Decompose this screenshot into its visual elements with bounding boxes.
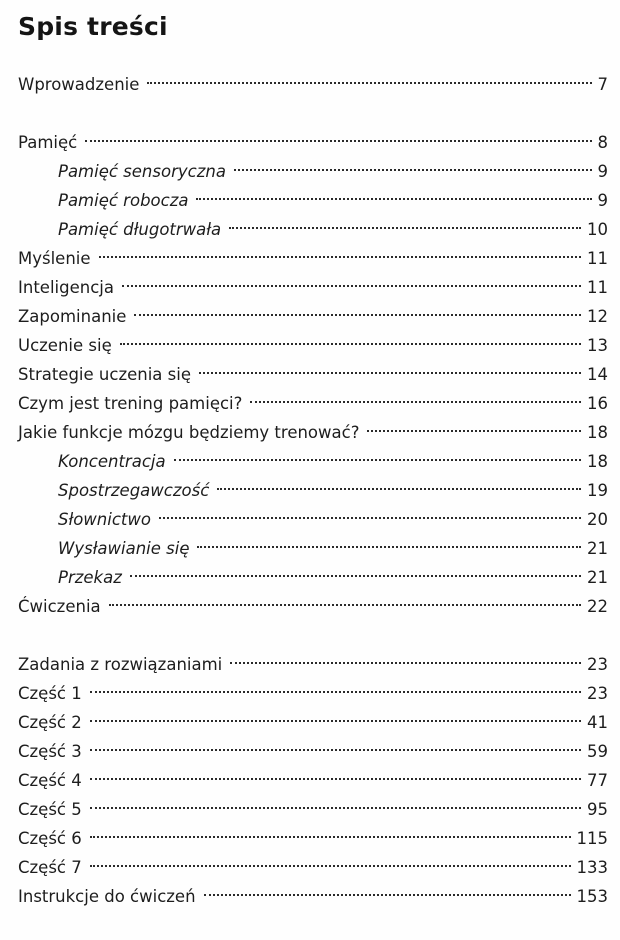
toc-entry (18, 327, 608, 355)
toc-page-number: 14 (587, 365, 608, 384)
toc-entry (18, 762, 608, 790)
toc-page-number: 9 (597, 162, 608, 181)
toc-subentry (58, 559, 608, 587)
toc-entry-label: Pamięć długotrwała (58, 220, 222, 239)
toc-page-number: 13 (587, 336, 608, 355)
toc-page-number: 22 (587, 597, 608, 616)
toc-page-number: 59 (587, 742, 608, 761)
dot-leader (197, 530, 581, 554)
dot-leader (109, 588, 581, 612)
toc-entry-label: Wprowadzenie (18, 75, 140, 94)
dot-leader (90, 762, 581, 786)
toc-entry-label: Koncentracja (58, 452, 166, 471)
dot-leader (90, 675, 581, 699)
dot-leader (120, 327, 581, 351)
toc-entry (18, 733, 608, 761)
toc-entry-label: Słownictwo (58, 510, 151, 529)
toc-entry (18, 356, 608, 384)
dot-leader (230, 646, 581, 670)
toc-entry (18, 298, 608, 326)
dot-leader (250, 385, 581, 409)
toc-entry-label: Czym jest trening pamięci? (18, 394, 243, 413)
toc-entry (18, 849, 608, 877)
toc-page-number: 77 (587, 771, 608, 790)
toc-page-number: 21 (587, 568, 608, 587)
toc-entry-label: Inteligencja (18, 278, 114, 297)
toc-subentry (58, 153, 608, 181)
toc-entry (18, 675, 608, 703)
toc-page-number: 11 (587, 249, 608, 268)
toc-subentry (58, 530, 608, 558)
toc-entry (18, 240, 608, 268)
toc-entry-label: Spostrzegawczość (58, 481, 210, 500)
toc-entry-label: Myślenie (18, 249, 91, 268)
toc-entry-label: Część 1 (18, 684, 82, 703)
toc-subentry (58, 443, 608, 471)
toc-page-number: 23 (587, 655, 608, 674)
toc-page-number: 9 (597, 191, 608, 210)
toc-entry-label: Pamięć sensoryczna (58, 162, 226, 181)
toc-entry (18, 646, 608, 674)
toc-entry-label: Zapominanie (18, 307, 127, 326)
dot-leader (196, 182, 591, 206)
toc-page-number: 10 (587, 220, 608, 239)
toc-page-number: 8 (597, 133, 608, 152)
toc-entry-label: Część 4 (18, 771, 82, 790)
toc-page-number: 11 (587, 278, 608, 297)
dot-leader (159, 501, 581, 525)
toc-page-number: 18 (587, 423, 608, 442)
dot-leader (90, 704, 581, 728)
toc-page-number: 95 (587, 800, 608, 819)
toc-entry-label: Część 7 (18, 858, 82, 877)
toc-entry-label: Zadania z rozwiązaniami (18, 655, 223, 674)
toc-entry-label: Uczenie się (18, 336, 112, 355)
toc-entry-label: Część 3 (18, 742, 82, 761)
toc-page-number: 115 (576, 829, 608, 848)
dot-leader (130, 559, 581, 583)
toc-subentry (58, 211, 608, 239)
toc-entry-label: Część 6 (18, 829, 82, 848)
toc-subentry (58, 501, 608, 529)
dot-leader (122, 269, 581, 293)
toc-entry-label: Ćwiczenia (18, 597, 101, 616)
dot-leader (234, 153, 592, 177)
toc-entry (18, 385, 608, 413)
toc-subentry (58, 182, 608, 210)
toc-entry (18, 820, 608, 848)
toc-entry-label: Jakie funkcje mózgu będziemy trenować? (18, 423, 360, 442)
toc-page-number: 16 (587, 394, 608, 413)
dot-leader (174, 443, 581, 467)
dot-leader (90, 791, 581, 815)
dot-leader (90, 820, 571, 844)
dot-leader (147, 66, 591, 90)
toc-entry-label: Pamięć robocza (58, 191, 189, 210)
dot-leader (90, 733, 581, 757)
toc-entry-label: Strategie uczenia się (18, 365, 191, 384)
toc-page-number: 18 (587, 452, 608, 471)
toc-entry (18, 414, 608, 442)
toc-entry-label: Pamięć (18, 133, 78, 152)
toc-page-number: 41 (587, 713, 608, 732)
toc-entry (18, 588, 608, 616)
toc-entry-label: Wysławianie się (58, 539, 190, 558)
toc-entry (18, 66, 608, 94)
dot-leader (229, 211, 581, 235)
toc-page-number: 23 (587, 684, 608, 703)
toc-entry (18, 269, 608, 297)
dot-leader (217, 472, 581, 496)
toc-entry (18, 878, 608, 906)
toc-entry-label: Instrukcje do ćwiczeń (18, 887, 196, 906)
toc-entry (18, 704, 608, 732)
dot-leader (204, 878, 571, 902)
toc-page-number: 12 (587, 307, 608, 326)
toc-page-number: 20 (587, 510, 608, 529)
dot-leader (199, 356, 581, 380)
toc-entry-label: Przekaz (58, 568, 122, 587)
page-title: Spis treści (18, 12, 168, 41)
toc-page-number: 19 (587, 481, 608, 500)
toc-page-number: 153 (576, 887, 608, 906)
toc-entry (18, 791, 608, 819)
dot-leader (85, 124, 591, 148)
toc-page-number: 133 (576, 858, 608, 877)
dot-leader (367, 414, 581, 438)
dot-leader (99, 240, 581, 264)
toc-entry (18, 124, 608, 152)
toc-page-number: 21 (587, 539, 608, 558)
dot-leader (90, 849, 571, 873)
toc-entry-label: Część 2 (18, 713, 82, 732)
toc-subentry (58, 472, 608, 500)
toc-page-number: 7 (597, 75, 608, 94)
toc-entry-label: Część 5 (18, 800, 82, 819)
dot-leader (134, 298, 581, 322)
